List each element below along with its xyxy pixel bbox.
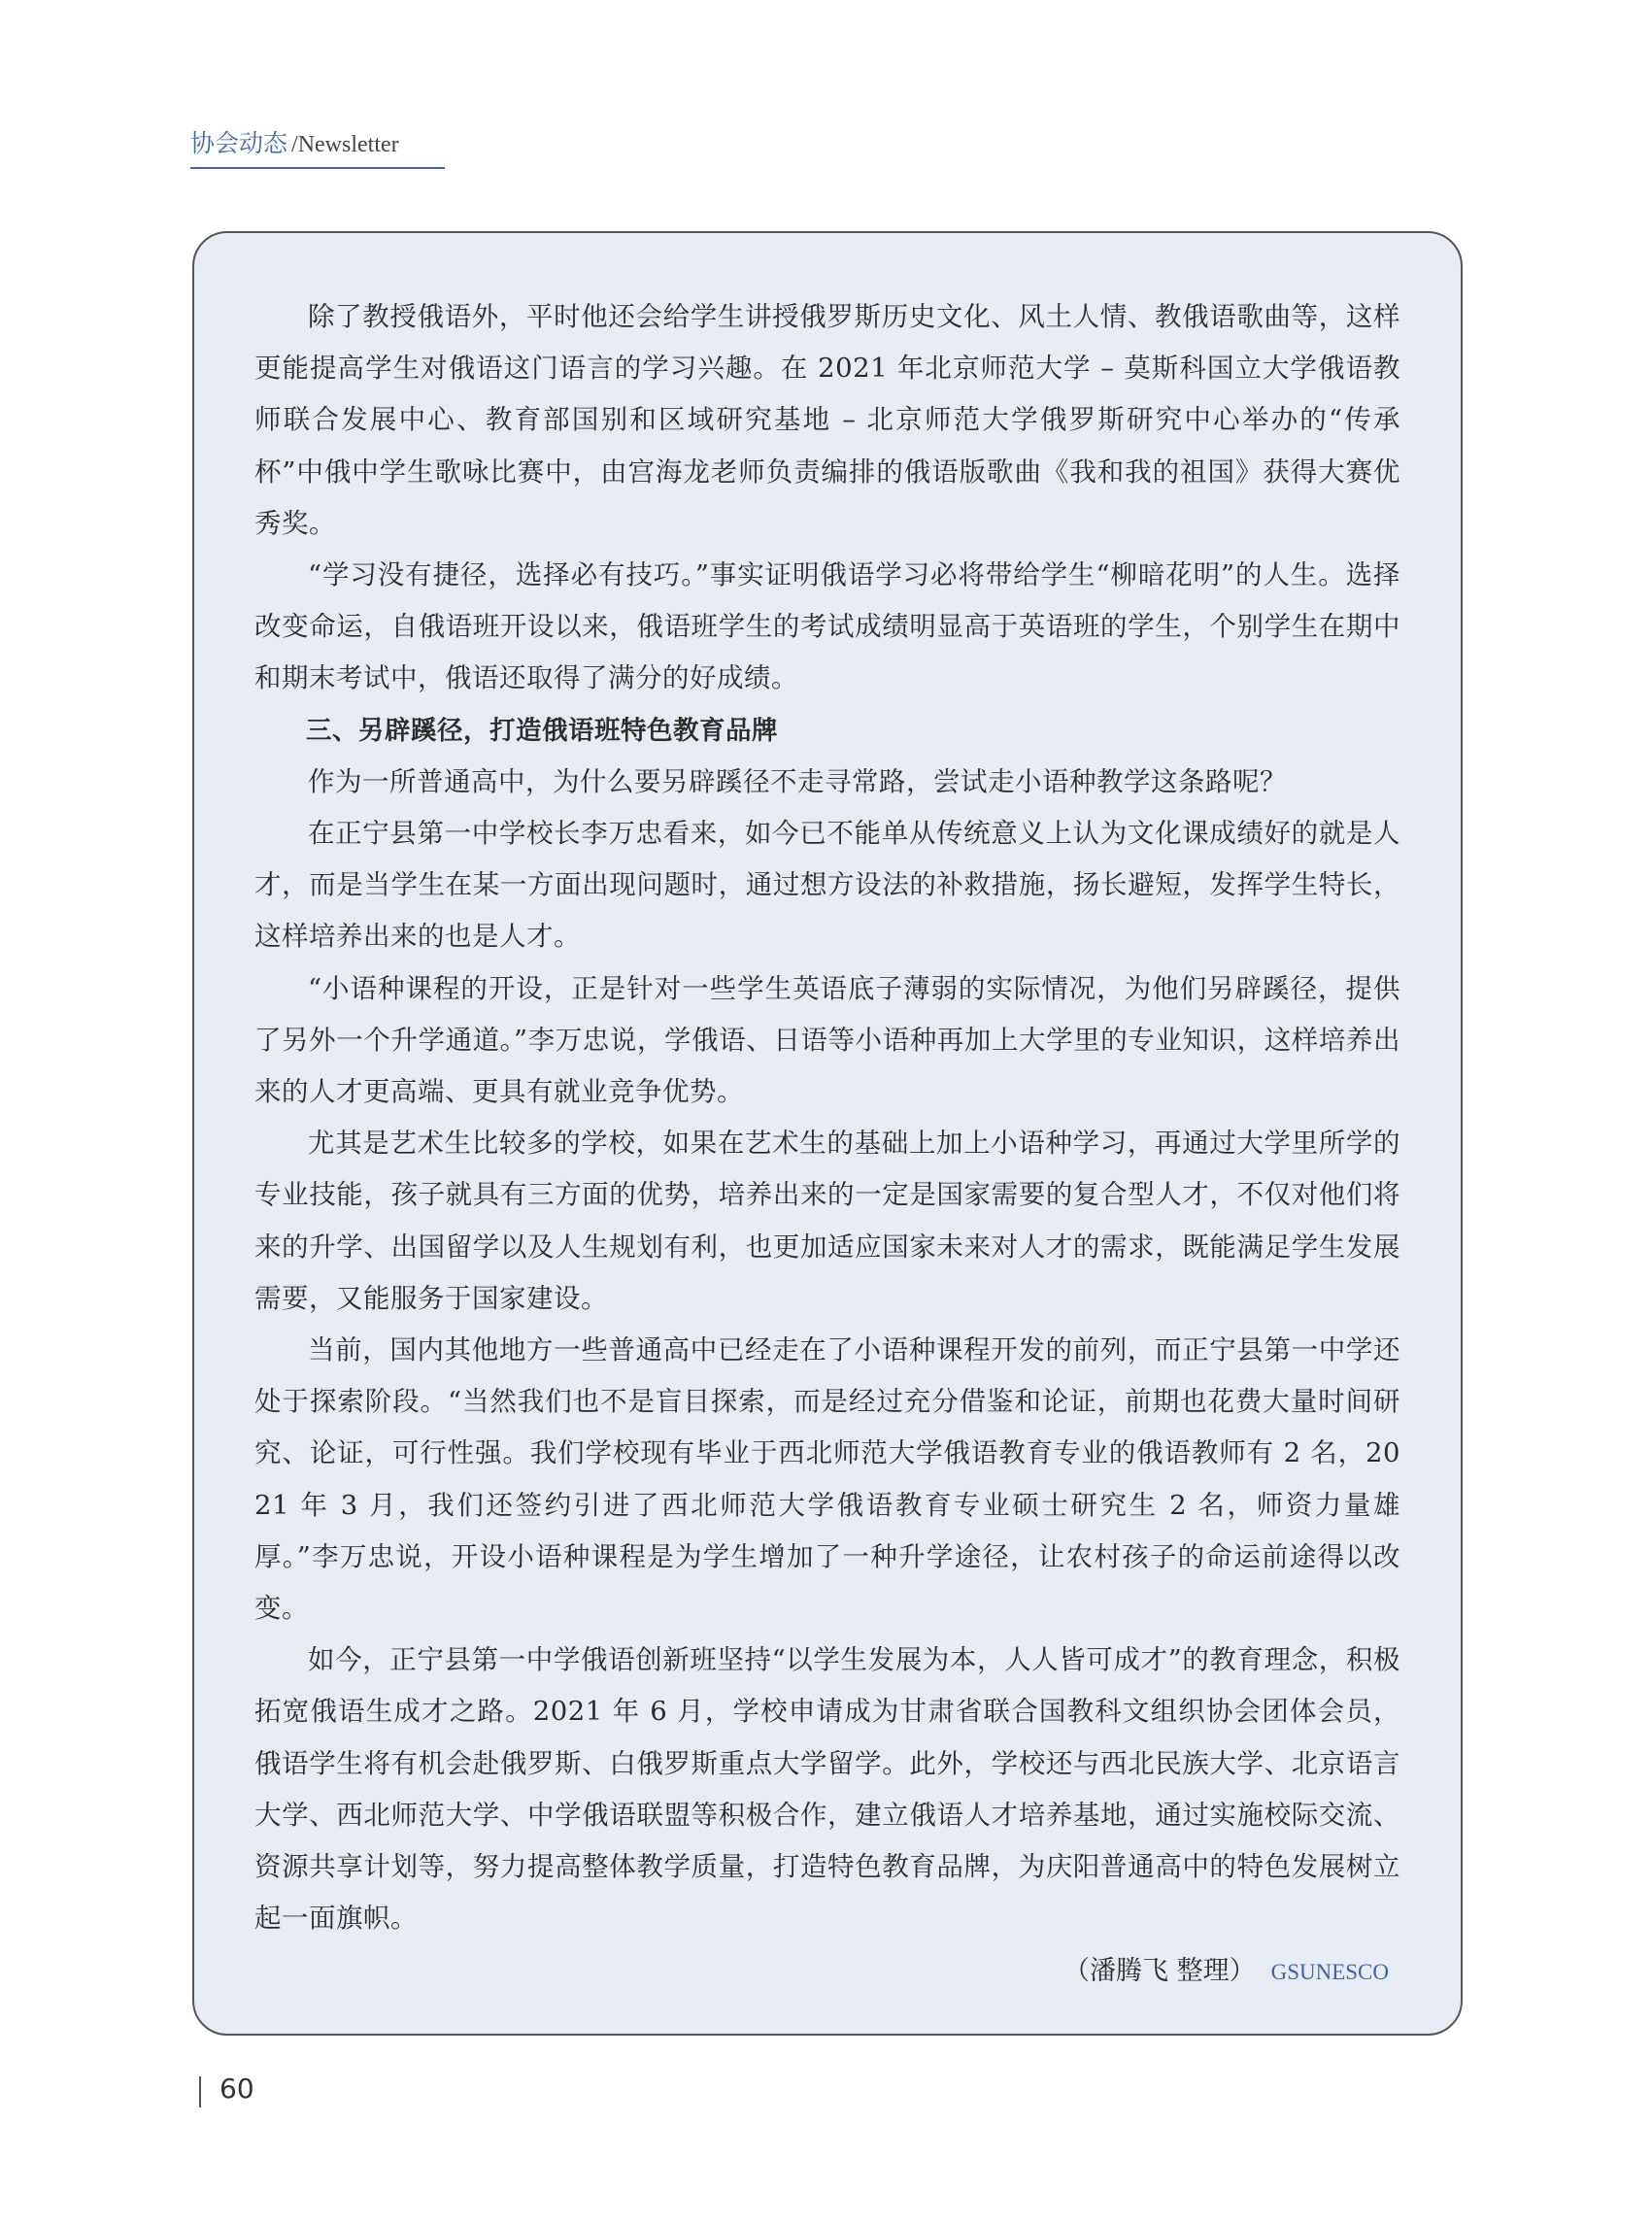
page-number: 60 <box>219 2073 254 2105</box>
header-separator: / <box>291 132 298 157</box>
running-header <box>190 124 445 169</box>
header-section-english: Newsletter <box>297 132 399 157</box>
article-paragraph: “学习没有捷径，选择必有技巧。”事实证明俄语学习必将带给学生“柳暗花明”的人生。选择改变命运，自俄语班开设以来，俄语班学生的考试成绩明显高于英语班的学生，个别学生在期中和期末考试中，俄语还取得了满分的好成绩。 <box>254 559 1400 694</box>
article-credit <box>254 1945 1400 1998</box>
article-paragraph: 尤其是艺术生比较多的学校，如果在艺术生的基础上加上小语种学习，再通过大学里所学的专业技能，孩子就具有三方面的优势，培养出来的一定是国家需要的复合型人才，不仅对他们将来的升学、出国留学以及人生规划有利，也更加适应国家未来对人才的需求，既能满足学生发展需要，又能服务于国家建设。 <box>254 1128 1400 1314</box>
article-paragraph: 在正宁县第一中学校长李万忠看来，如今已不能单从传统意义上认为文化课成绩好的就是人才，而是当学生在某一方面出现问题时，通过想方设法的补救措施，扬长避短，发挥学生特长，这样培养出来的也是人才。 <box>254 818 1400 953</box>
article-card <box>192 231 1463 2036</box>
article-paragraph: “小语种课程的开设，正是针对一些学生英语底子薄弱的实际情况，为他们另辟蹊径，提供了另外一个升学通道。”李万忠说，学俄语、日语等小语种再加上大学里的专业知识，这样培养出来的人才更高端、更具有就业竞争优势。 <box>254 972 1400 1108</box>
section-heading: 三、另辟蹊径，打造俄语班特色教育品牌 <box>306 715 778 746</box>
header-section-title: 协会动态 <box>190 129 288 157</box>
footer-divider <box>199 2076 201 2107</box>
article-paragraph: 作为一所普通高中，为什么要另辟蹊径不走寻常路，尝试走小语种教学这条路呢？ <box>308 765 1287 797</box>
credit-editor: （潘腾飞 整理） <box>1062 1955 1256 1986</box>
credit-brand: GSUNESCO <box>1270 1959 1389 1984</box>
article-paragraph: 除了教授俄语外，平时他还会给学生讲授俄罗斯历史文化、风土人情、教俄语歌曲等，这样更能提高学生对俄语这门语言的学习兴趣。在 2021 年北京师范大学 – 莫斯科国立大学俄语教师联合发展中心、教育部国别和区域研究基地 – 北京师范大学俄罗斯研究中心举办的“传承杯”中俄中学生歌咏比赛中，由宫海龙老师负责编排的俄语版歌曲《我和我的祖国》获得大赛优秀奖。 <box>254 301 1400 539</box>
article-paragraph: 当前，国内其他地方一些普通高中已经走在了小语种课程开发的前列，而正宁县第一中学还处于探索阶段。“当然我们也不是盲目探索，而是经过充分借鉴和论证，前期也花费大量时间研究、论证，可行性强。我们学校现有毕业于西北师范大学俄语教育专业的俄语教师有 2 名，2021 年 3 月，我们还签约引进了西北师范大学俄语教育专业硕士研究生 2 名，师资力量雄厚。”李万忠说，开设小语种课程是为学生增加了一种升学途径，让农村孩子的命运前途得以改变。 <box>254 1334 1400 1625</box>
article-paragraph: 如今，正宁县第一中学俄语创新班坚持“以学生发展为本，人人皆可成才”的教育理念，积极拓宽俄语生成才之路。2021 年 6 月，学校申请成为甘肃省联合国教科文组织协会团体会员，俄语学生将有机会赴俄罗斯、白俄罗斯重点大学留学。此外，学校还与西北民族大学、北京语言大学、西北师范大学、中学俄语联盟等积极合作，建立俄语人才培养基地，通过实施校际交流、资源共享计划等，努力提高整体教学质量，打造特色教育品牌，为庆阳普通高中的特色发展树立起一面旗帜。 <box>254 1644 1400 1935</box>
